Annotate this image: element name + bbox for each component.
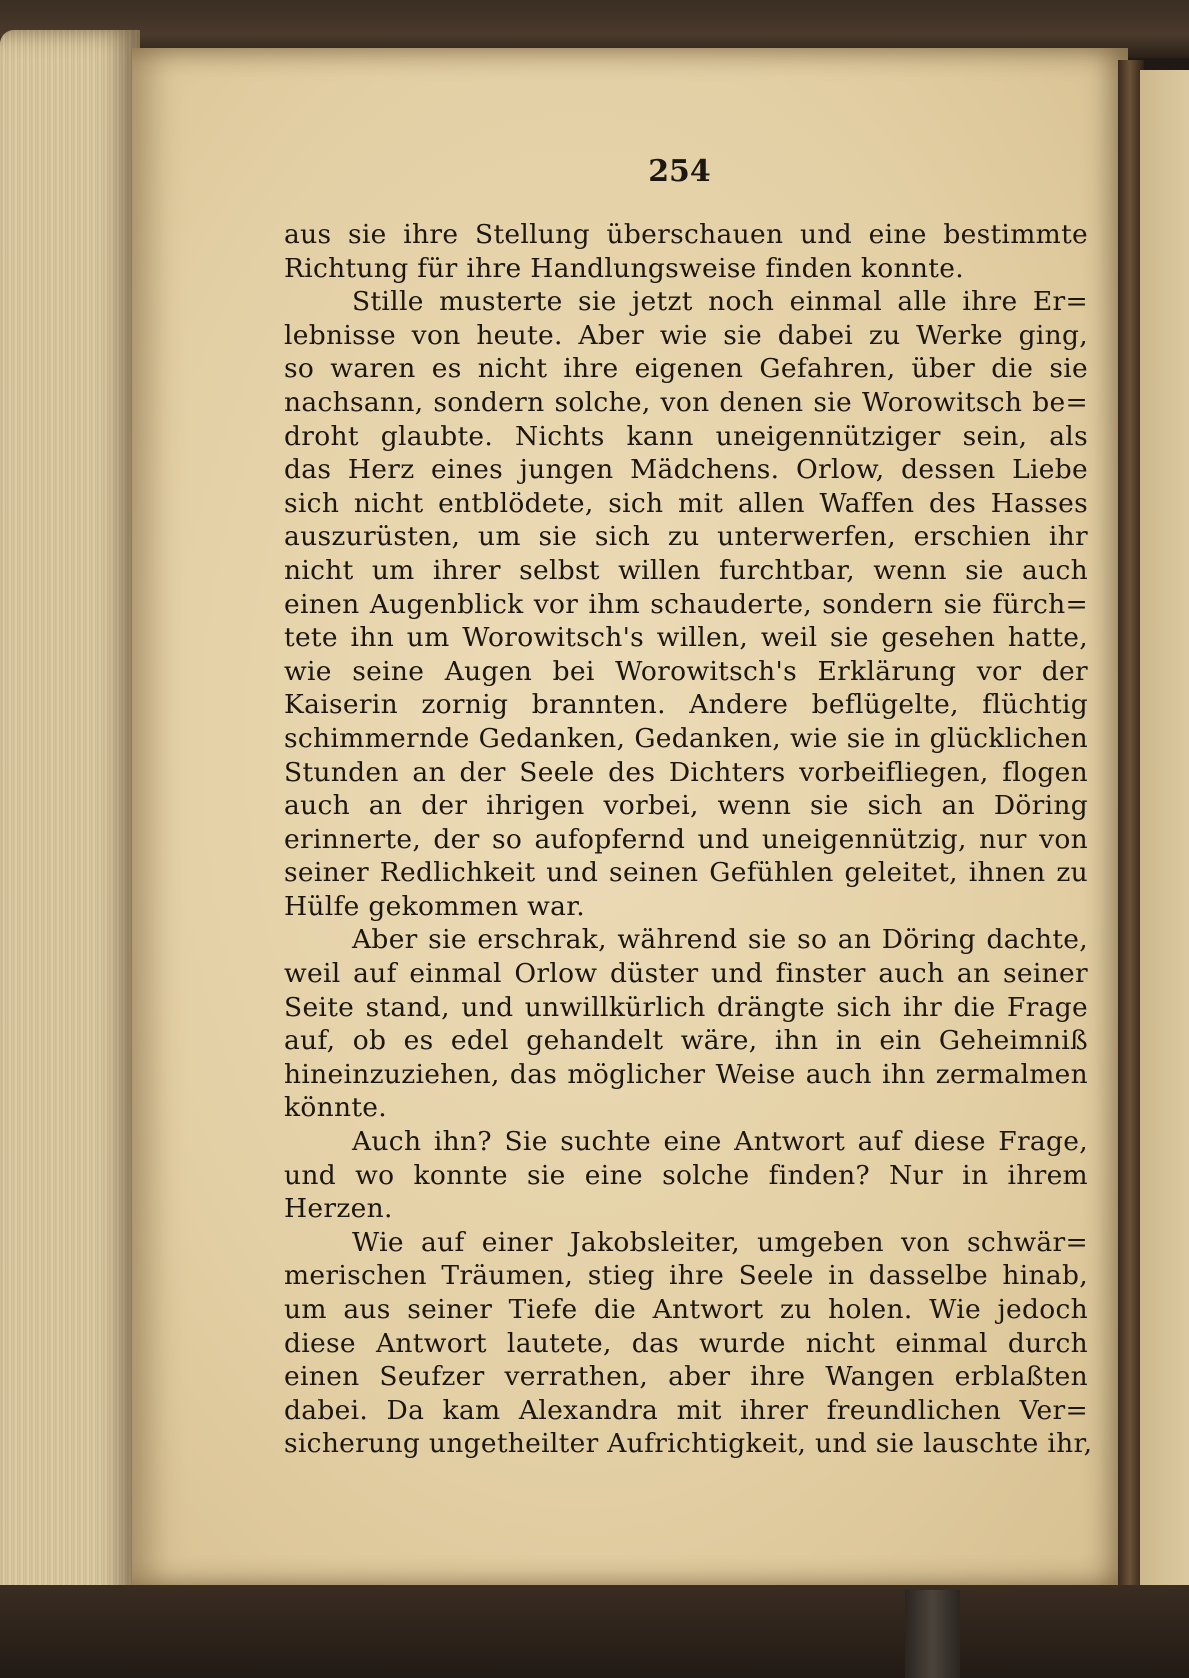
text-line: könnte.	[284, 1092, 388, 1124]
text-line: auf, ob es edel gehandelt wäre, ihn in ein Geheimniß	[284, 1025, 1088, 1057]
text-line: und wo konnte sie eine solche finden? Nur in ihrem	[284, 1159, 1088, 1191]
page-number: 254	[648, 154, 711, 189]
text-line: seiner Redlichkeit und seinen Gefühlen geleitet, ihnen zu	[284, 857, 1088, 889]
text-line: Herzen.	[284, 1193, 393, 1225]
bookmark-ribbon	[905, 1590, 960, 1678]
text-line: droht glaubte. Nichts kann uneigennütziger sein, als	[284, 420, 1088, 452]
text-line: einen Seufzer verrathen, aber ihre Wangen erblaßten	[284, 1361, 1088, 1393]
text-line: tete ihn um Worowitsch's willen, weil sie gesehen hatte,	[284, 622, 1088, 654]
text-line: hineinzuziehen, das möglicher Weise auch ihn zermalmen	[284, 1058, 1088, 1090]
text-line: sicherung ungetheilter Aufrichtigkeit, und sie lauschte ihr,	[284, 1428, 1093, 1460]
text-line: erinnerte, der so aufopfernd und uneigennützig, nur von	[284, 823, 1088, 855]
text-line: so waren es nicht ihre eigenen Gefahren, über die sie	[284, 353, 1088, 385]
text-line: aus sie ihre Stellung überschauen und eine bestimmte	[284, 219, 1088, 250]
page-edges	[0, 30, 140, 1630]
text-line: Seite stand, und unwillkürlich drängte sich ihr die Frage	[284, 991, 1088, 1023]
text-line: Aber sie erschrak, während sie so an Döring dachte,	[352, 924, 1088, 956]
text-line: Wie auf einer Jakobsleiter, umgeben von schwär=	[352, 1226, 1088, 1258]
text-line: einen Augenblick vor ihm schauderte, sondern sie fürch=	[284, 588, 1088, 620]
book-cover-bottom	[0, 1585, 1189, 1678]
text-line: auszurüsten, um sie sich zu unterwerfen, erschien ihr	[284, 521, 1088, 553]
text-line: wie seine Augen bei Worowitsch's Erklärung vor der	[284, 655, 1088, 687]
text-line: nicht um ihrer selbst willen furchtbar, wenn sie auch	[284, 554, 1088, 586]
text-line: Richtung für ihre Handlungsweise finden konnte.	[284, 252, 964, 284]
text-line: sich nicht entblödete, sich mit allen Waffen des Hasses	[284, 487, 1088, 519]
text-line: Kaiserin zornig brannten. Andere beflügelte, flüchtig	[284, 689, 1088, 721]
text-line: schimmernde Gedanken, Gedanken, wie sie in glücklichen	[284, 722, 1088, 754]
text-line: Stunden an der Seele des Dichters vorbeifliegen, flogen	[284, 756, 1088, 788]
text-line: um aus seiner Tiefe die Antwort zu holen. Wie jedoch	[284, 1294, 1088, 1325]
text-line: Auch ihn? Sie suchte eine Antwort auf diese Frage,	[352, 1126, 1088, 1158]
text-line: diese Antwort lautete, das wurde nicht einmal durch	[284, 1327, 1088, 1359]
text-line: auch an der ihrigen vorbei, wenn sie sich an Döring	[284, 790, 1088, 822]
body-text	[284, 218, 1093, 1461]
text-line: nachsann, sondern solche, von denen sie Worowitsch be=	[284, 386, 1088, 418]
text-line: Hülfe gekommen war.	[284, 890, 586, 922]
text-line: lebnisse von heute. Aber wie sie dabei zu Werke ging,	[284, 319, 1088, 351]
text-line: merischen Träumen, stieg ihre Seele in dasselbe hinab,	[284, 1260, 1088, 1292]
facing-page-edge	[1140, 70, 1189, 1610]
text-line: das Herz eines jungen Mädchens. Orlow, dessen Liebe	[284, 454, 1088, 486]
text-line: dabei. Da kam Alexandra mit ihrer freundlichen Ver=	[284, 1394, 1088, 1426]
text-line: weil auf einmal Orlow düster und finster auch an seiner	[284, 958, 1088, 990]
text-line: Stille musterte sie jetzt noch einmal alle ihre Er=	[352, 286, 1088, 318]
